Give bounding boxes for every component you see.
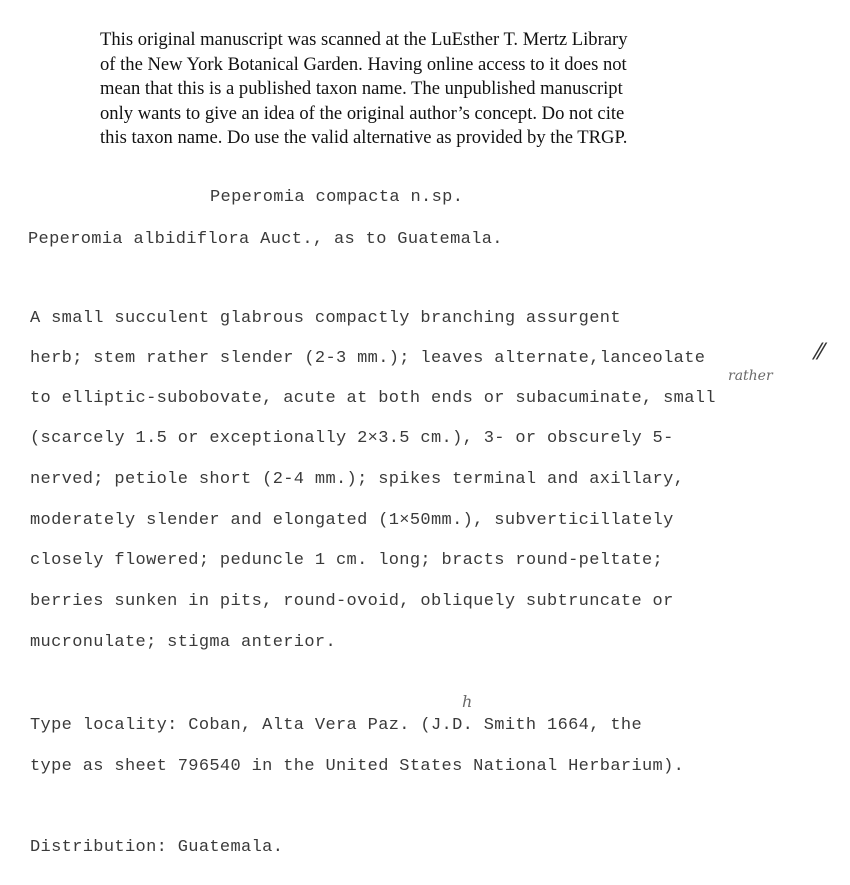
type-locality-line: type as sheet 796540 in the United States National Herbarium).	[30, 757, 685, 776]
notice-line: of the New York Botanical Garden. Having online access to it does not	[100, 53, 627, 75]
handwritten-h: h	[462, 692, 473, 711]
description-line: closely flowered; peduncle 1 cm. long; bracts round-peltate;	[30, 551, 664, 570]
correction-slash-mark: ⁄⁄	[816, 340, 824, 365]
description-line: (scarcely 1.5 or exceptionally 2×3.5 cm.), 3- or obscurely 5-	[30, 429, 674, 448]
notice-line: mean that this is a published taxon name. The unpublished manuscript	[100, 78, 623, 99]
synonym-line: Peperomia albidiflora Auct., as to Guatemala.	[28, 230, 503, 249]
distribution-line: Distribution: Guatemala.	[30, 838, 284, 857]
description-line: mucronulate; stigma anterior.	[30, 633, 336, 652]
description-line: moderately slender and elongated (1×50mm.), subverticillately	[30, 511, 674, 530]
scan-notice	[100, 28, 740, 151]
description-line: to elliptic-subobovate, acute at both ends or subacuminate, small	[30, 389, 716, 408]
description-line: A small succulent glabrous compactly branching assurgent	[30, 309, 621, 328]
notice-line: only wants to give an idea of the original author’s concept. Do not cite	[100, 102, 625, 124]
notice-line: this taxon name. Do use the valid alternative as provided by the TRGP.	[100, 127, 628, 148]
description-line: nerved; petiole short (2-4 mm.); spikes terminal and axillary,	[30, 470, 685, 489]
notice-line: This original manuscript was scanned at the LuEsther T. Mertz Library	[100, 29, 628, 50]
type-locality-line: Type locality: Coban, Alta Vera Paz. (J.D. Smith 1664, the	[30, 716, 642, 735]
description-line: herb; stem rather slender (2-3 mm.); leaves alternate,lanceolate	[30, 349, 706, 368]
description-line: berries sunken in pits, round-ovoid, obliquely subtruncate or	[30, 592, 674, 611]
handwritten-rather: rather	[728, 368, 773, 384]
species-title: Peperomia compacta n.sp.	[210, 188, 464, 207]
